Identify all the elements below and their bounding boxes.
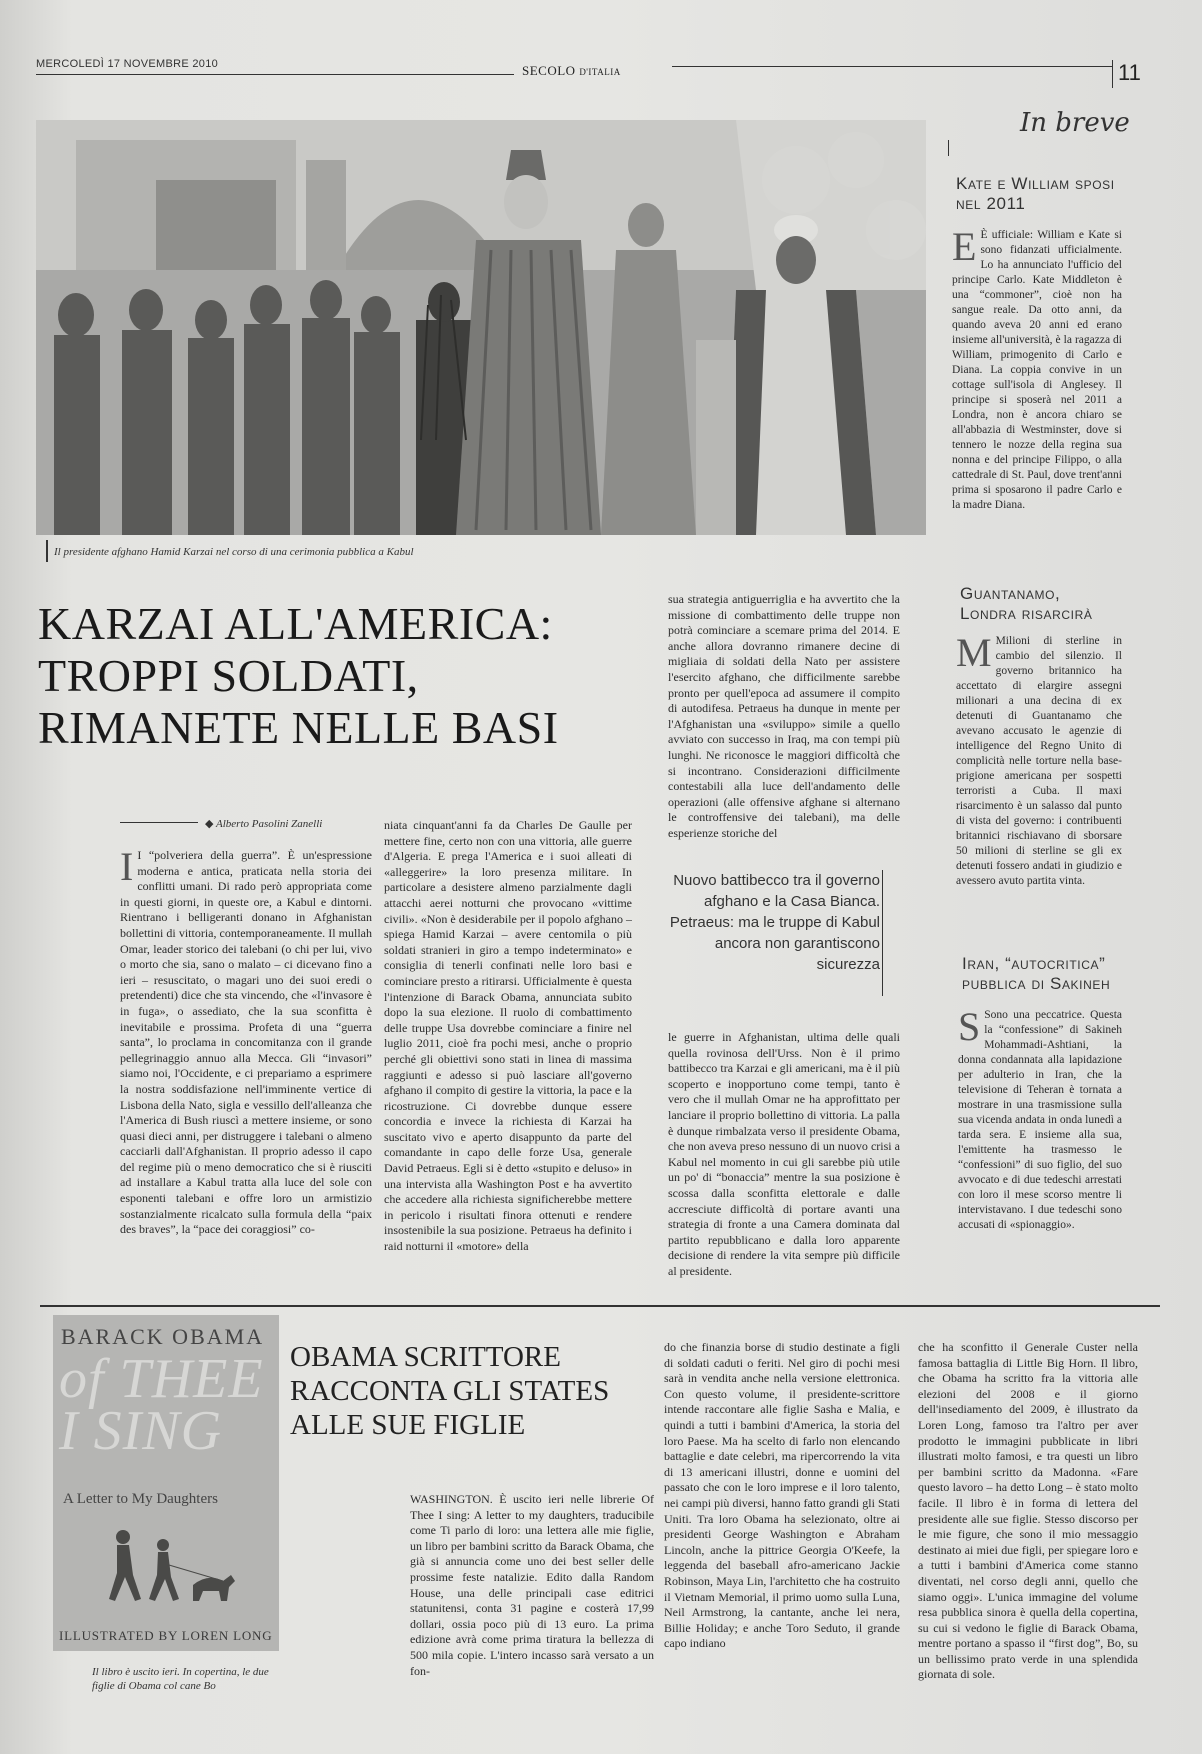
bottom-article-col-1 — [410, 1492, 654, 1732]
sidebar-item3-body — [958, 1008, 1122, 1278]
sidebar-item1-title: Kate e William sposi nel 2011 — [956, 174, 1115, 213]
byline-rule — [120, 822, 198, 823]
sidebar-item1-body — [952, 228, 1122, 558]
sidebar-item1-dropcap: E — [952, 228, 977, 269]
sidebar-item1-text: È ufficiale: William e Kate si sono fidanzati ufficialmente. Lo ha annunciato l'ufficio del principe Carlo. Kate Middleton è una “commoner”, cioè non ha sangue reale. Da otto anni, da quando aveva 20 anni ed erano insieme all'università, è la ragazza di William, primogenito di Carlo e Diana. La coppia convive in un cottage sull'isola di Anglesey. Il principe si sposerà nel 2011 a Londra, non è ancora chiaro se all'abbazia di Westminster, dove si tennero le nozze della regina sua nonna e del principe Filippo, o alla cattedrale di St. Paul, dove trent'anni prima si sposarono il padre Carlo e la madre Diana. — [952, 229, 1122, 511]
caption-marker — [46, 540, 48, 562]
headline-line-2: TROPPI SOLDATI, — [38, 650, 419, 701]
main-article-col-1 — [120, 848, 372, 1280]
sidebar-title: In breve — [1020, 108, 1130, 138]
header-date: MERCOLEDÌ 17 NOVEMBRE 2010 — [36, 58, 219, 70]
bottom-headline-line-3: ALLE SUE FIGLIE — [290, 1409, 526, 1441]
sidebar-item2-dropcap: M — [956, 634, 992, 675]
book-cover — [53, 1315, 279, 1651]
headline-line-1: KARZAI ALL'AMERICA: — [38, 598, 553, 649]
masthead-title: SECOLO — [522, 63, 576, 78]
main-article-col-2 — [384, 818, 632, 1280]
main-article-col-3-bottom — [668, 1030, 900, 1280]
bottom-headline — [290, 1340, 670, 1442]
col1-text: I “polveriera della guerra”. È un'espressione moderna e antica, praticata nella storia dei conflitti umani. Di rado però appropriata come in questi giorni, in queste ore, a Kabul e dintorni. Rientrano i belligeranti donano in Afghanistan bollettini di vittoria, contemporaneamente. Il mullah Omar, leader storico dei talebani (o chi per lui, vivo o morto che sia, sano o malato – ci dicevano fino a ieri – resuscitato, o magari uno dei suoi eredi o pretendenti) dice che sta vincendo, che «l'invasore è in fuga», o assediato, che la sua sconfitta è inevitabile e prossima. Profeta di una “guerra santa”, lo proclama in concomitanza con il grande pellegrinaggio annuo alla Mecca. Gli “invasori” siamo noi, l'Occidente, e ci prepariamo a esprimere la nostra soddisfazione nell'imminente vertice di Lisbona della Nato, sigla e vessillo dell'alleanza che l'America di Bush riuscì a mettere insieme, or sono quasi dieci anni, per distruggere i talebani o almeno cacciarli dall'Afghanistan. Il proprio adesso il capo del regime più o meno democratico che si è riusciti ad installare a Kabul tratta alla luce del sole con esponenti talebani e offre loro un armistizio sostanzialmente ricalcato sulla formula della “paix des braves”, la “pace dei coraggiosi” co- — [120, 848, 372, 1237]
bottom-headline-line-2: RACCONTA GLI STATES — [290, 1375, 610, 1407]
book-subtitle: A Letter to My Daughters — [63, 1491, 218, 1507]
col3a-text: sua strategia antiguerriglia e ha avvertito che la missione di combattimento delle truppe non potrà cominciare a scemare prima del 2014. E anche allora dovranno rimanere decine di migliaia di soldati della Nato per assistere l'esercito afghano, che difficilmente sarebbe pronto per quell'epoca ad assumere il compito di autodifesa. Petraeus ha dunque in mente per l'Afghanistan una «sviluppo» simile a quello avviato con successo in Iraq, ma con tempi più lunghi. Ne riconosce le maggiori difficoltà che si incontrano. Considerazioni difficilmente contestabili alla luce dell'andamento delle operazioni (alle offensive afghane si alternano le controffensive dei talebani), ma delle esperienze storiche del — [668, 592, 900, 840]
byline-author: Alberto Pasolini Zanelli — [216, 818, 323, 830]
pull-quote-rule — [882, 870, 883, 996]
main-article-col-3-top — [668, 592, 900, 842]
masthead — [522, 63, 621, 79]
sidebar-item3-text: Sono una peccatrice. Questa la “confessione” di Sakineh Mohammadi-Ashtiani, la donna condannata alla lapidazione per adulterio in Iran, che la televisione di Teheran è tornata a mostrare in una trasmissione sulla sua vicenda andata in onda lunedì a tarda sera. E insieme alla sua, l'emittente ha trasmesso le “confessioni” di suo figlio, del suo avvocato e di due tedeschi arrestati con loro il mese scorso mentre li intervistavano. I due tedeschi sono accusati di «spionaggio». — [958, 1009, 1122, 1231]
bottom-col3-text: che ha sconfitto il Generale Custer nella famosa battaglia di Little Big Horn. Il libro, che Obama ha scritto fra la vittoria alle elezioni del 2008 e il giorno dell'insediamento del 2009, è illustrato da Loren Long, famoso tra l'altro per aver prodotto le immagini pubblicate in libri illustrati molto famosi, e tra questi un libro per bambini scritto da Madonna. «Fare questo lavoro – ha detto Long – è stato molto facile. Il libro è in forma di lettera del presidente alle sue figlie. Stesso discorso per le mie figure, che sono il mio messaggio destinato ai miei due figli, per spiegare loro e a tutti i bambini d'America come stanno diventati, nel corso degli anni, quello che siamo oggi». L'unica immagine del volume resa pubblica sinora è quella della copertina, su cui si vedono le figlie di Barack Obama, mentre portano a spasso il “first dog”, Bo, su un bellissimo prato verde in una splendida giornata di sole. — [918, 1340, 1138, 1682]
karzai-ceremony-photo — [36, 120, 926, 535]
byline: ◆ Alberto Pasolini Zanelli — [205, 818, 323, 830]
bottom-article-col-3 — [918, 1340, 1138, 1736]
pull-quote: Nuovo battibecco tra il governo afghano e la Casa Bianca. Petraeus: ma le truppe di Kabul ancora non garantiscono sicurezza — [669, 872, 880, 973]
sidebar-item3-dropcap: S — [958, 1008, 981, 1049]
sidebar-item2-text: Milioni di sterline in cambio del silenzio. Il governo britannico ha accettato di elargire assegni milionari a una decina di ex detenuti di Guantanamo che avevano accusato le agenzie di intelligence del Regno Unito di complicità nelle torture nella base-prigione americana per sospetti terroristi a Cuba. Il maxi risarcimento è un salasso dal punto di vista del governo: i contribuenti britannici rischiavano di sborsare 50 milioni di sterline se gli ex detenuti fossero andati in giudizio e avessero avuto partita vinta. — [956, 635, 1122, 887]
bottom-col2-text: do che finanzia borse di studio destinate a figli di soldati caduti o feriti. Nel giro di pochi mesi sarà in vendita anche nella versione elettronica. Con questo volume, il presidente-scrittore intende raccontare alle figlie Sasha e Malia, e quindi a tutti i bambini d'America, la storia del loro Paese. Ma ha scelto di farlo non elencando battaglie e date celebri, ma ripercorrendo la vita di 13 americani illustri, donne e uomini del passato che con le loro imprese e il loro talento, nei campi più diversi, hanno fatto grandi gli Stati Uniti. Tra loro Obama ha selezionato, oltre ai presidenti George Washington e Abraham Lincoln, anche la pittrice Georgia O'Keefe, la leggenda del baseball afro-americano Jackie Robinson, Maya Lin, l'architetto che ha costruito il Vietnam Memorial, il primo uomo sulla Luna, Neil Armstrong, la cantante, anche lei nera, Billie Holiday; e anche Toro Seduto, il grande capo indiano — [664, 1340, 900, 1651]
header-rule-right — [672, 66, 1112, 67]
col3b-text: le guerre in Afghanistan, ultima delle quali quella rovinosa dell'Urss. Non è il primo battibecco tra Karzai e gli americani, ma è il più scoperto e inopportuno come tempi, tanto è vero che il mullah Omar ne ha approfittato per lanciare il proprio bollettino di vittoria. La palla è dunque rimbalzata verso il presidente Obama, che non aveva preso nessuno di un nuovo crisi a Kabul nel momento in cui gli sarebbe più utile un po' di “bonaccia” mentre la sua posizione è scossa dalla sconfitta elettorale e dalle accresciute difficoltà di portare avanti una strategia di fronte a una Camera dominata dal partito repubblicano e dalla loro apparente decisione di rendere la vita sempre più difficile al presidente. — [668, 1030, 900, 1278]
section-divider — [40, 1305, 1160, 1307]
book-title — [59, 1348, 264, 1462]
sidebar-frame-top — [948, 140, 949, 156]
header-rule-left — [36, 74, 514, 75]
page-number: 11 — [1118, 60, 1141, 85]
sidebar-item3-title: Iran, “autocritica” pubblica di Sakineh — [962, 954, 1111, 993]
book-caption: Il libro è uscito ieri. In copertina, le due figlie di Obama col cane Bo — [92, 1666, 269, 1692]
sidebar-item2-body — [956, 634, 1122, 934]
photo-caption: Il presidente afghano Hamid Karzai nel corso di una cerimonia pubblica a Kabul — [54, 546, 414, 558]
book-title-line-2: I SING — [59, 1400, 223, 1462]
main-headline — [38, 598, 658, 754]
header-pagenum-bar — [1112, 60, 1113, 88]
dropcap: I — [120, 848, 134, 889]
book-author: BARACK OBAMA — [61, 1324, 265, 1349]
book-illustration — [53, 1515, 279, 1625]
bottom-headline-line-1: OBAMA SCRITTORE — [290, 1341, 561, 1373]
bottom-col1-text: WASHINGTON. È uscito ieri nelle librerie Of Thee I sing: A letter to my daughters, traducibile come Ti parlo di loro: una lettera alle mie figlie, un libro per bambini scritto da Barack Obama, che già si annuncia come uno dei best seller delle prossime feste natalizie. Edito dalla Random House, una delle principali case editrici statunitensi, conta 31 pagine e costerà 17,99 dollari, ossia poco più di 13 euro. La prima edizione avrà come prima tiratura la bellezza di 500 mila copie. L'intero incasso sarà versato a un fon- — [410, 1492, 654, 1678]
book-title-line-1: of THEE — [59, 1348, 264, 1410]
headline-line-3: RIMANETE NELLE BASI — [38, 702, 559, 753]
sidebar-item2-title: Guantanamo, Londra risarcirà — [960, 584, 1093, 623]
col2-text: niata cinquant'anni fa da Charles De Gaulle per mettere fine, certo non con una vittoria, alle guerre d'Algeria. E prega l'America e i suoi alleati di «alleggerire» la loro presenza militare. In particolare a desistere almeno parzialmente dagli attacchi aerei notturni che provocano «vittime civili». «Non è desiderabile per il popolo afghano – spiega Hamid Karzai – avere centomila o più soldati stranieri in giro a tempo indeterminato» e consiglia di tenerli confinati nelle loro basi e cominciare presto a ritirarsi. Ufficialmente è questa l'intenzione di Barack Obama, annunciata subito dopo la sua elezione. Il ruolo di combattimento delle truppe Usa dovrebbe cominciare a finire nel luglio 2011, cioè fra pochi mesi, anche o proprio perché gli obiettivi sono stati in linea di massima raggiunti e adesso si può lasciare all'governo afghano il compito di gestire la vittoria, la pace e la ricostruzione. Ci dovrebbe dunque essere concordia e invece la richiesta di Karzai ha suscitato vivo e aperto disappunto da parte del comandante in capo delle forze Usa, generale David Petraeus. Egli si è detto «stupito e deluso» in una intervista alla Washington Post e ha avvertito che accedere alla richiesta significherebbe mettere in pericolo i risultati finora ottenuti e rendere insostenibile la sua posizione. Petraeus ha definito i raid notturni il «motore» della — [384, 818, 632, 1254]
book-illustrator: ILLUSTRATED BY LOREN LONG — [59, 1628, 273, 1643]
bottom-article-col-2 — [664, 1340, 900, 1736]
masthead-subtitle: D'ITALIA — [579, 67, 621, 77]
main-photo — [36, 120, 926, 535]
